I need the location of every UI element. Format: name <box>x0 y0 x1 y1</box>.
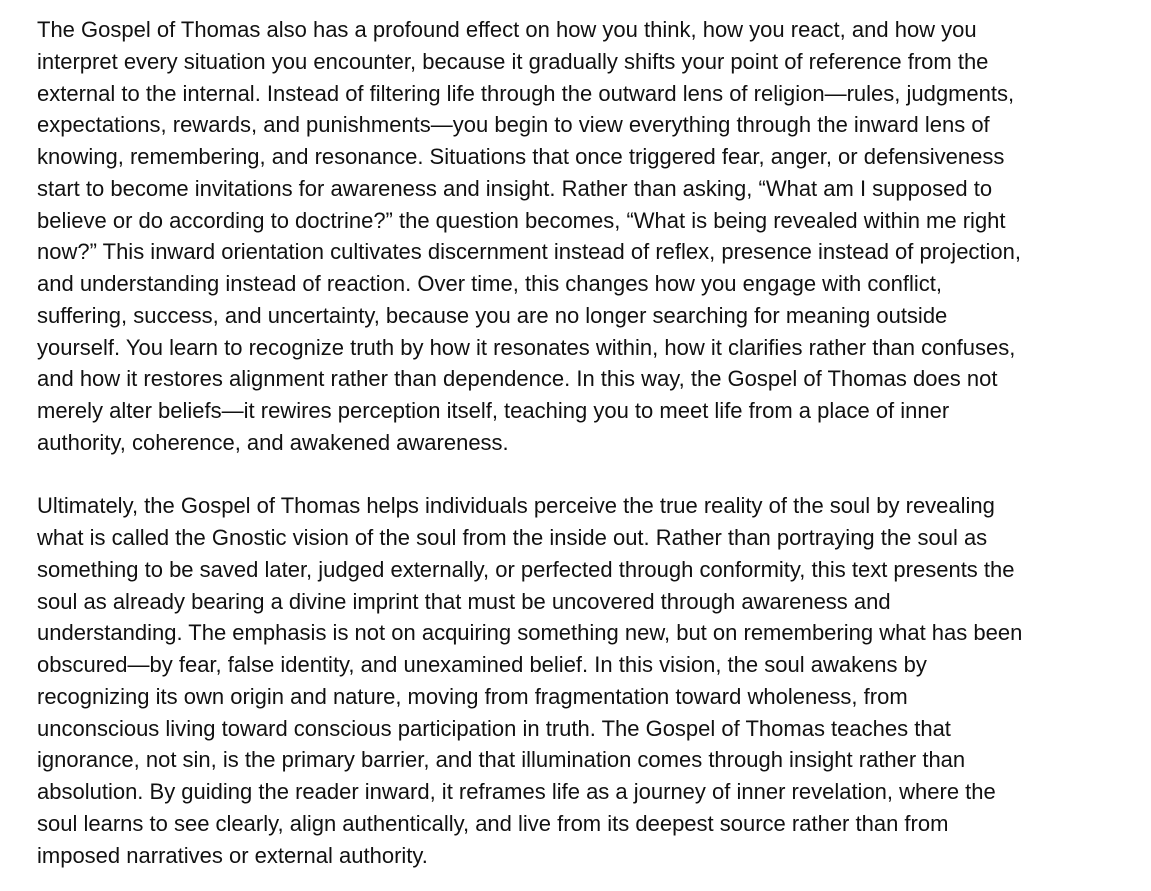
text-line: understanding. The emphasis is not on acquiring something new, but on remembering what has been <box>37 620 1023 646</box>
text-line: The Gospel of Thomas also has a profound effect on how you think, how you react, and how you <box>37 17 977 42</box>
text-line: and understanding instead of reaction. Over time, this changes how you engage with conflict, <box>37 271 942 296</box>
text-line: believe or do according to doctrine?” the question becomes, “What is being revealed within me right <box>37 207 1006 233</box>
text-line: Ultimately, the Gospel of Thomas helps individuals perceive the true reality of the soul by revealing <box>37 493 995 519</box>
paragraph-gnostic-vision <box>37 490 1121 871</box>
text-line: unconscious living toward conscious participation in truth. The Gospel of Thomas teaches that <box>37 715 951 741</box>
text-line: ignorance, not sin, is the primary barrier, and that illumination comes through insight rather than <box>37 747 966 773</box>
text-line: soul learns to see clearly, align authentically, and live from its deepest source rather than from <box>37 810 949 836</box>
text-line: recognizing its own origin and nature, moving from fragmentation toward wholeness, from <box>37 683 908 709</box>
text-line: external to the internal. Instead of filtering life through the outward lens of religion—rules, judgments, <box>37 80 1015 106</box>
text-line: start to become invitations for awareness and insight. Rather than asking, “What am I supposed to <box>37 175 993 201</box>
text-line: something to be saved later, judged externally, or perfected through conformity, this text presents the <box>37 556 1015 582</box>
paragraph-gospel-perception <box>37 14 1121 459</box>
text-line: imposed narratives or external authority. <box>37 842 428 868</box>
text-line: yourself. You learn to recognize truth by how it resonates within, how it clarifies rather than confuses, <box>37 334 1016 360</box>
text-line: suffering, success, and uncertainty, because you are no longer searching for meaning outside <box>37 302 948 328</box>
text-line: authority, coherence, and awakened awareness. <box>37 429 509 455</box>
text-line: soul as already bearing a divine imprint that must be uncovered through awareness and <box>37 588 891 614</box>
text-line: interpret every situation you encounter, because it gradually shifts your point of reference from the <box>37 48 989 74</box>
text-line: knowing, remembering, and resonance. Situations that once triggered fear, anger, or defensiveness <box>37 144 1005 169</box>
text-line: merely alter beliefs—it rewires perception itself, teaching you to meet life from a place of inner <box>37 398 950 423</box>
text-line: expectations, rewards, and punishments—you begin to view everything through the inward lens of <box>37 112 990 138</box>
text-line: what is called the Gnostic vision of the soul from the inside out. Rather than portraying the soul as <box>37 525 988 550</box>
text-line: now?” This inward orientation cultivates discernment instead of reflex, presence instead of projection, <box>37 239 1022 265</box>
text-line: absolution. By guiding the reader inward, it reframes life as a journey of inner revelation, where the <box>37 779 996 804</box>
text-line: and how it restores alignment rather than dependence. In this way, the Gospel of Thomas does not <box>37 366 998 392</box>
text-line: obscured—by fear, false identity, and unexamined belief. In this vision, the soul awakens by <box>37 652 927 677</box>
